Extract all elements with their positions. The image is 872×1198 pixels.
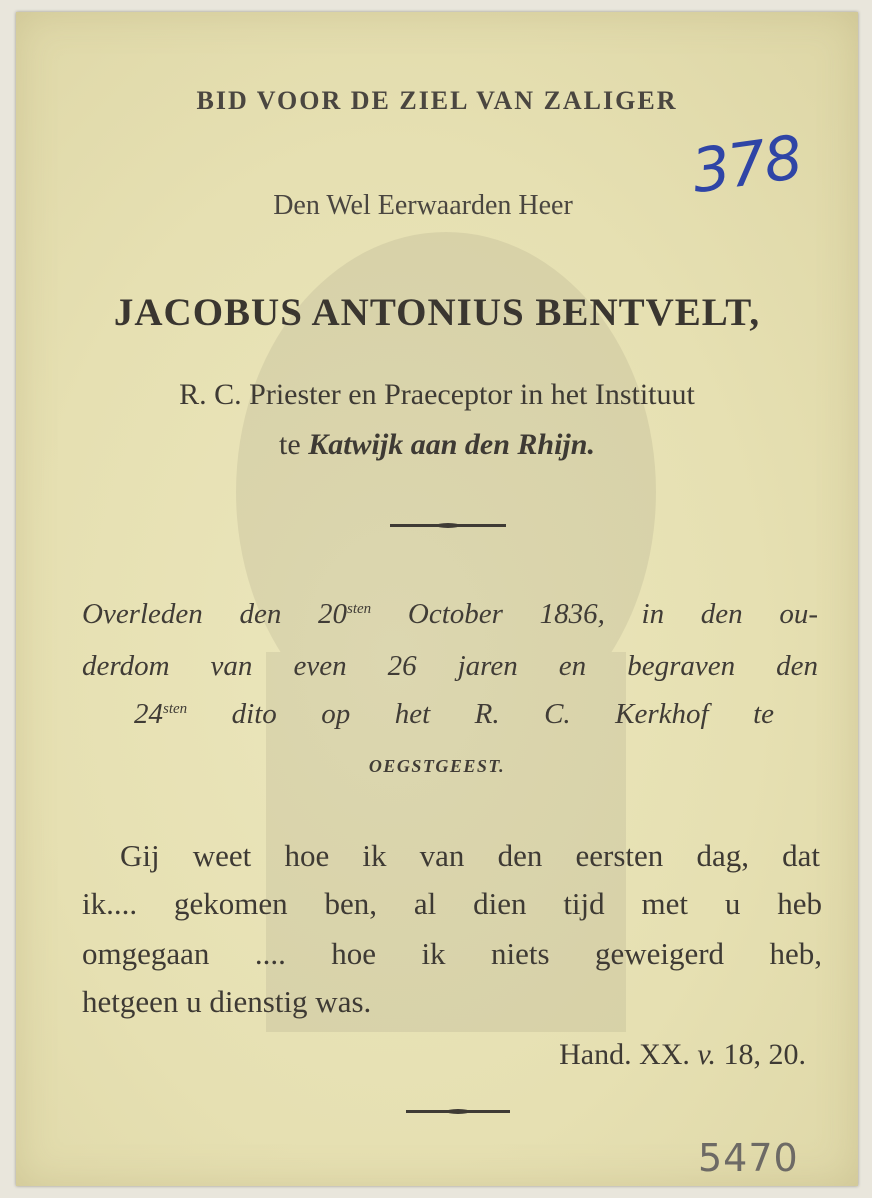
handwritten-number-top: 378	[687, 122, 805, 208]
reference-book: Hand. XX.	[559, 1038, 690, 1071]
verse-line-2: ik.... gekomen ben, al dien tijd met u heb	[82, 886, 822, 921]
title-line-2	[16, 428, 858, 462]
death-line-1-a: Overleden den 20	[82, 598, 348, 630]
verse-line-1: Gij weet hoe ik van den eersten dag, dat	[120, 838, 820, 873]
card-header: BID VOOR DE ZIEL VAN ZALIGER	[196, 86, 678, 115]
verse-line-4: hetgeen u dienstig was.	[82, 984, 372, 1019]
ornamental-divider-bottom	[406, 1110, 510, 1113]
reference-verses: 18, 20.	[723, 1038, 806, 1071]
death-line-3-a: 24	[134, 698, 163, 730]
death-line-1	[82, 598, 818, 631]
ornamental-divider-top	[390, 524, 506, 527]
village-name: OEGSTGEEST.	[368, 756, 506, 776]
scripture-reference	[446, 1038, 806, 1072]
deceased-name: JACOBUS ANTONIUS BENTVELT,	[113, 291, 761, 334]
date-superscript-1: sten	[347, 601, 372, 617]
verse-line-3: omgegaan .... hoe ik niets geweigerd heb,	[82, 936, 822, 971]
handwritten-number-bottom: 5470	[698, 1136, 799, 1180]
death-line-3	[134, 698, 774, 731]
title-line-1: R. C. Priester en Praeceptor in het Instituut	[179, 378, 695, 411]
title-prefix: te	[279, 428, 301, 461]
honorific: Den Wel Eerwaarden Heer	[273, 190, 573, 221]
place-name: Katwijk aan den Rhijn.	[308, 428, 595, 461]
memorial-card	[16, 12, 858, 1186]
death-line-2: derdom van even 26 jaren en begraven den	[82, 650, 818, 682]
date-superscript-2: sten	[163, 701, 188, 717]
reference-verse-marker: v.	[697, 1038, 716, 1071]
death-line-1-b: October 1836, in den ou-	[407, 598, 818, 630]
death-line-3-b: dito op het R. C. Kerkhof te	[231, 698, 774, 730]
